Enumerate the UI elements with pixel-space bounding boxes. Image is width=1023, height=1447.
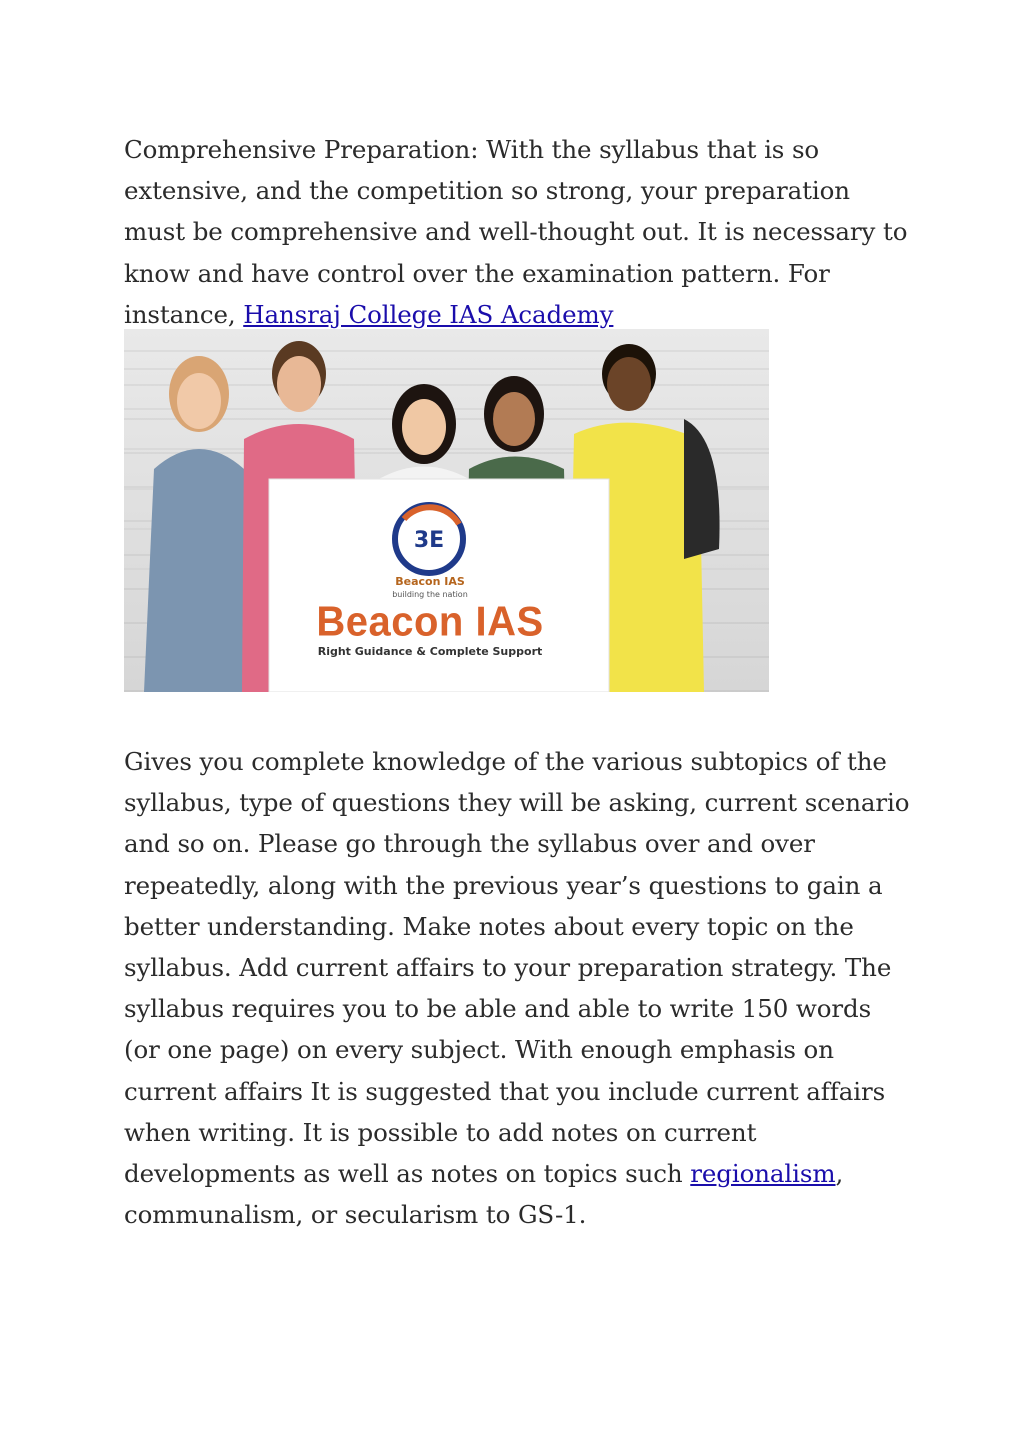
paragraph-syllabus-knowledge [124, 741, 914, 1235]
regionalism-link[interactable]: regionalism [690, 1159, 836, 1189]
sign-title: Beacon IAS [316, 598, 544, 646]
svg-text:3E: 3E [413, 528, 445, 553]
paragraph-text-before-link: Gives you complete knowledge of the various subtopics of the syllabus, type of questions they will be asking, current scenario and so on. Please go through the syllabus over and over repeatedly, along with the previous year’s questions to gain a better understanding. Make notes about every topic on the syllabus. Add current affairs to your preparation strategy. The syllabus requires you to be able and able to write 150 words (or one page) on every subject. With enough emphasis on current affairs It is suggested that you include current affairs when writing. It is possible to add notes on current developments as well as notes on topics such [124, 747, 910, 1189]
paragraph-comprehensive-preparation [124, 129, 914, 335]
sign-logo-brand: Beacon IAS [395, 575, 465, 588]
hansraj-college-link[interactable]: Hansraj College IAS Academy [243, 299, 614, 329]
sign-subtitle: Right Guidance & Complete Support [317, 645, 543, 658]
paragraph-text-after-link: , communalism, or secularism to GS-1. [124, 1159, 844, 1230]
students-holding-sign-photo [124, 329, 769, 692]
sign-logo-tagline: building the nation [392, 590, 468, 599]
paragraph-text: Comprehensive Preparation: With the syllabus that is so extensive, and the competition so strong, your preparation must be comprehensive and well-thought out. It is necessary to know and have control over the examination pattern. For instance, [124, 135, 908, 329]
